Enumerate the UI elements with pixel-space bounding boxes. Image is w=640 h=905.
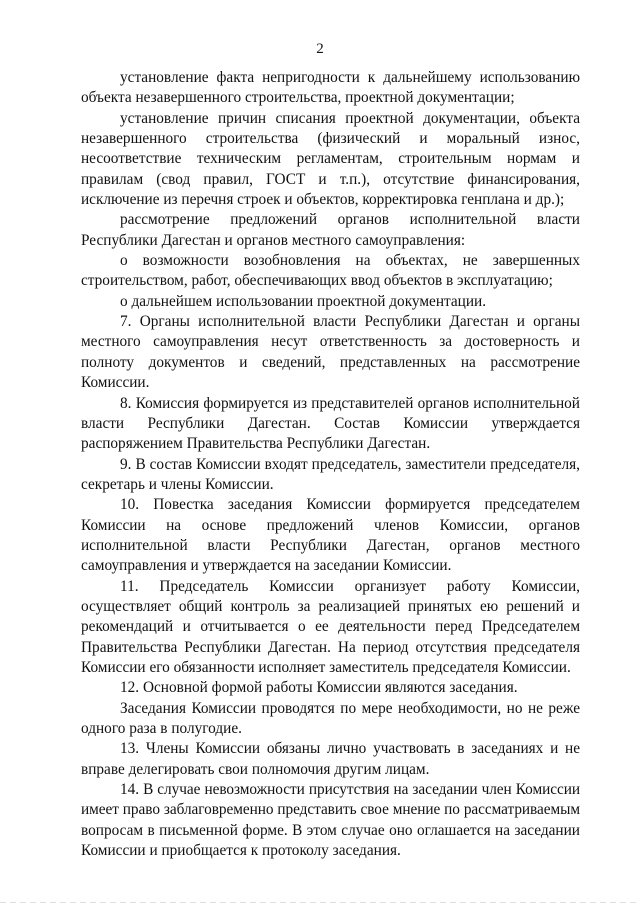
page-number: 2 (316, 41, 324, 57)
text-line: несоответствие техническим регламентам, строительным нормам и (81, 150, 580, 168)
text-line: Комиссии его обязанности исполняет заместитель председателя Комиссии. (81, 658, 571, 676)
text-line: одного раза в полугодие. (81, 720, 242, 737)
text-line: 12. Основной формой работы Комиссии являются заседания. (120, 679, 518, 697)
text-line: Правительства Республики Дагестан. На период отсутствия председателя (81, 638, 580, 656)
text-line: вопросам в письменной форме. В этом случае оно оглашается на заседании (81, 821, 580, 839)
text-line: Республики Дагестан и органов местного самоуправления: (81, 231, 466, 249)
text-line: Заседания Комиссии проводятся по мере необходимости, но не реже (120, 699, 580, 717)
text-line: местного самоуправления несут ответственность за достоверность и (81, 333, 580, 351)
text-line: правилам (свод правил, ГОСТ и т.п.), отсутствие финансирования, (81, 170, 580, 188)
text-line: установление факта непригодности к дальнейшему использованию (120, 69, 580, 86)
document-body (81, 68, 580, 861)
text-line: Комиссии. (81, 374, 150, 392)
text-line: 13. Члены Комиссии обязаны лично участвовать в заседаниях и не (120, 740, 580, 758)
text-line: 14. В случае невозможности присутствия на заседании член Комиссии (120, 781, 580, 799)
text-line: осуществляет общий контроль за реализацией принятых ею решений и (81, 597, 580, 615)
text-line: секретарь и члены Комиссии. (81, 475, 274, 493)
text-line: Комиссии на основе предложений членов Комиссии, органов (81, 516, 580, 534)
text-line: власти Республики Дагестан. Состав Комиссии утверждается (81, 414, 580, 432)
text-line: самоуправления и утверждается на заседании Комиссии. (81, 557, 452, 575)
text-line: рассмотрение предложений органов исполнительной власти (120, 211, 580, 229)
text-line: 11. Председатель Комиссии организует работу Комиссии, (120, 577, 580, 595)
text-line: 7. Органы исполнительной власти Республики Дагестан и органы (120, 313, 580, 331)
text-line: 9. В состав Комиссии входят председатель, заместители председателя, (120, 455, 580, 473)
text-line: строительством, работ, обеспечивающих ввод объектов в эксплуатацию; (81, 272, 553, 290)
text-line: Комиссии и приобщается к протоколу заседания. (81, 842, 401, 860)
text-line: 8. Комиссия формируется из представителей органов исполнительной (120, 394, 580, 412)
text-line: исключение из перечня строек и объектов, корректировка генплана и др.); (81, 191, 565, 209)
text-line: о дальнейшем использовании проектной документации. (120, 292, 487, 310)
text-line: рекомендаций и отчитывается о ее деятельности перед Председателем (81, 618, 580, 636)
scan-edge-divider (0, 902, 640, 903)
text-line: 10. Повестка заседания Комиссии формируется председателем (120, 496, 580, 514)
text-line: незавершенного строительства (физический и моральный износ, (81, 130, 580, 148)
text-line: установление причин списания проектной документации, объекта (120, 109, 580, 127)
text-line: имеет право заблаговременно представить свое мнение по рассматриваемым (81, 801, 580, 819)
text-line: вправе делегировать свои полномочия другим лицам. (81, 760, 430, 778)
text-line: о возможности возобновления на объектах, не завершенных (120, 252, 580, 270)
text-line: объекта незавершенного строительства, проектной документации; (81, 89, 515, 107)
text-line: распоряжением Правительства Республики Дагестан. (81, 435, 431, 453)
text-line: полноту документов и сведений, представленных на рассмотрение (81, 353, 580, 371)
text-line: исполнительной власти Республики Дагестан, органов местного (81, 536, 580, 554)
